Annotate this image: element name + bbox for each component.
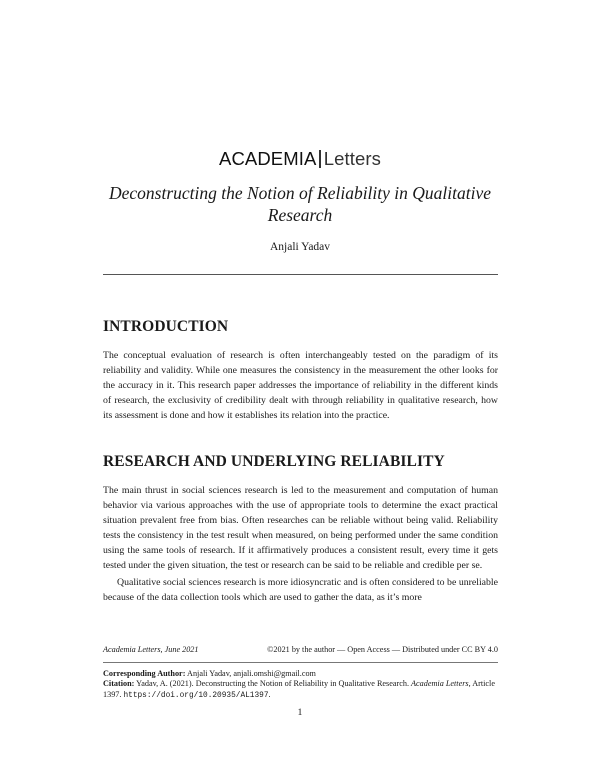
page-number: 1 (297, 707, 303, 718)
license-notice: ©2021 by the author — Open Access — Distributed under CC BY 4.0 (267, 645, 498, 654)
citation-article: , Article 1397. (103, 679, 495, 699)
brand-name: ACADEMIA (219, 148, 317, 169)
citation-journal: Academia Letters (411, 679, 469, 688)
brand-suffix: Letters (323, 148, 381, 169)
citation (103, 678, 498, 702)
brand-separator (319, 150, 320, 168)
article-author: Anjali Yadav (269, 241, 331, 253)
journal-date: Academia Letters, June 2021 (103, 645, 199, 654)
title-divider (103, 274, 498, 275)
section-heading-introduction: INTRODUCTION (103, 318, 229, 335)
journal-brand (0, 148, 600, 170)
research-paragraph-1: The main thrust in social sciences research is led to the measurement and computation of human behavior via various approaches with the use of appropriate tools to determine the exact practical situation prevalent free from bias. Often researches can be reliable without being valid. Reliability tests the consistency in the test result when measured, on being performed under the same condition using the same tools of research. If it affirmatively produces a consistent result, every time it gets tested under the given situation, the test or research can be said to be reliable and credible per se. (103, 485, 498, 572)
citation-label: Citation: (103, 679, 135, 688)
corresponding-label: Corresponding Author: (103, 669, 186, 678)
citation-text: Yadav, A. (2021). Deconstructing the Notion of Reliability in Qualitative Research. (136, 679, 409, 688)
research-paragraph-2: Qualitative social sciences research is more idiosyncratic and is often considered to be unreliable because of the data collection tools which are used to gather the data, as it’s more (103, 577, 498, 604)
corresponding-value: Anjali Yadav, anjali.omshi@gmail.com (187, 669, 316, 678)
citation-end: . (268, 690, 271, 699)
citation-doi-link[interactable]: https://doi.org/10.20935/AL1397 (123, 692, 269, 700)
article-title: Deconstructing the Notion of Reliability in Qualitative Research (108, 183, 492, 225)
section-heading-research: RESEARCH AND UNDERLYING RELIABILITY (103, 453, 445, 470)
introduction-paragraph: The conceptual evaluation of research is often interchangeably tested on the paradigm of its reliability and validity. While one measures the consistency in the measurement the other looks for the accuracy in it. This research paper addresses the importance of reliability in the different kinds of research, the exclusivity of credibility dealt with through reliability in qualitative research, how its assessment is done and how it establishes its relation into the practice. (103, 350, 498, 422)
footer-divider (103, 662, 498, 663)
